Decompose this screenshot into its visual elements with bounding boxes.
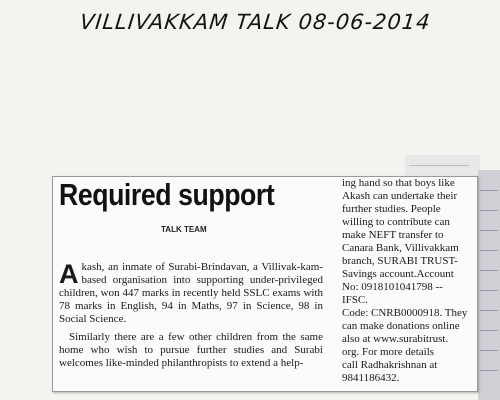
article-byline: TALK TEAM <box>161 225 207 234</box>
background-newspaper-strip <box>478 170 500 400</box>
newspaper-clipping <box>52 176 478 392</box>
article-column-left <box>59 261 323 375</box>
article-headline: Required support <box>59 177 275 212</box>
handwritten-date-note: VILLIVAKKAM TALK 08-06-2014 <box>78 10 432 34</box>
article-paragraph-1 <box>59 261 323 326</box>
drop-cap: A <box>59 259 79 289</box>
article-column-right: ing hand so that boys like Akash can undertake their further studies. People willing to contribute can make NEFT transfer to Canara Bank, Villivakkam branch, SURABI TRUST- Savings account.Account No: 0918101041798 -- IFSC. Code: CNRB0000918. They can make donations online also at www.surabitrust. org. For more details call Radhakrishnan at 9841186432. <box>342 177 468 384</box>
paragraph-1-text: kash, an inmate of Surabi-Brindavan, a Villivak-kam-based organisation into supporting under-privileged children, won 447 marks in recently held SSLC exams with 78 marks in English, 94 in Maths, 97 in Science, 98 in Social Science. <box>59 261 323 325</box>
article-paragraph-2: Similarly there are a few other children from the same home who wish to pursue further studies and Surabi welcomes like-minded philanthropists to extend a help- <box>59 331 323 369</box>
